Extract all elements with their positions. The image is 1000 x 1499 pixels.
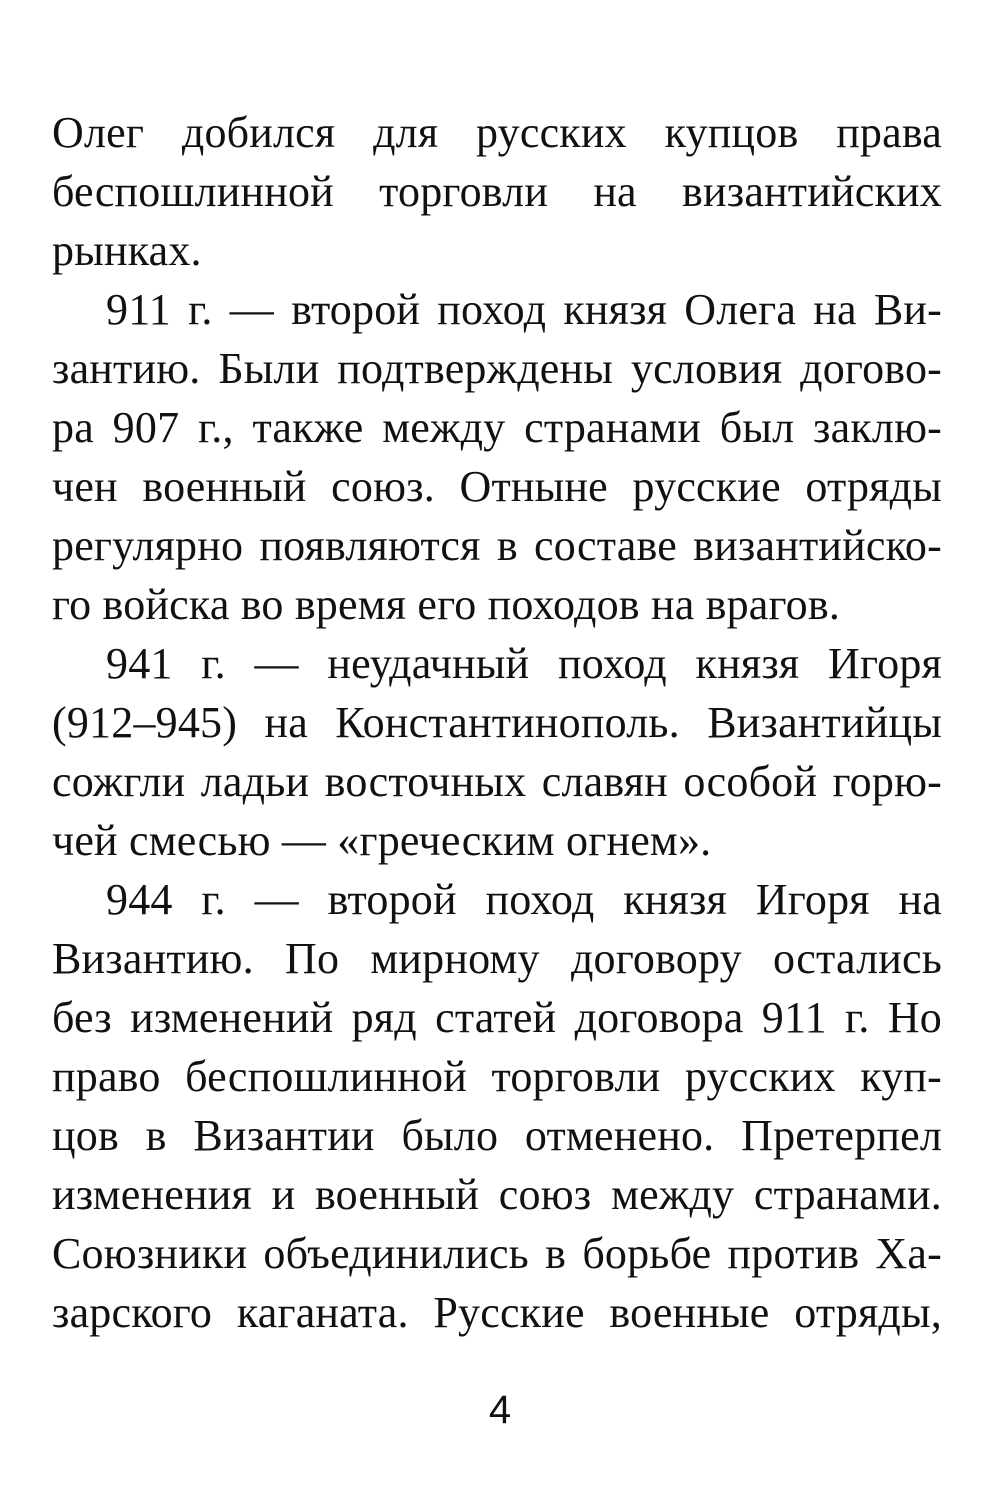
paragraph-2 xyxy=(52,280,942,634)
text-line: изменения и военный союз между странами. xyxy=(52,1170,942,1219)
paragraph-3 xyxy=(52,634,942,870)
text-line: цов в Византии было отменено. Претерпел xyxy=(52,1111,942,1160)
text-line: 911 г. — второй поход князя Олега на Ви- xyxy=(106,285,942,334)
text-line: зарского каганата. Русские военные отряды, xyxy=(52,1288,942,1337)
text-line: без изменений ряд статей договора 911 г. Но xyxy=(52,993,942,1042)
text-line: Олег добился для русских купцов права xyxy=(52,108,942,157)
text-line: право беспошлинной торговли русских куп- xyxy=(52,1052,942,1101)
text-line: беспошлинной торговли на византийских xyxy=(52,167,942,216)
paragraph-4 xyxy=(52,870,942,1342)
text-line: (912–945) на Константинополь. Византийцы xyxy=(52,698,942,747)
text-line: 941 г. — неудачный поход князя Игоря xyxy=(106,639,942,688)
paragraph-1 xyxy=(52,103,942,280)
text-line: рынках. xyxy=(52,226,202,275)
text-line: чей смесью — «греческим огнем». xyxy=(52,816,712,865)
text-line: ра 907 г., также между странами был заклю- xyxy=(52,403,942,452)
page-body xyxy=(52,103,942,1342)
text-line: регулярно появляются в составе византийско- xyxy=(52,521,942,570)
page-number: 4 xyxy=(488,1388,512,1432)
text-line: 944 г. — второй поход князя Игоря на xyxy=(106,875,942,924)
text-line: зантию. Были подтверждены условия догово- xyxy=(52,344,942,393)
text-line: го войска во время его походов на врагов. xyxy=(52,580,841,629)
text-line: Византию. По мирному договору остались xyxy=(52,934,942,983)
text-line: Союзники объединились в борьбе против Ха- xyxy=(52,1229,942,1278)
text-line: сожгли ладьи восточных славян особой горю- xyxy=(52,757,942,806)
text-line: чен военный союз. Отныне русские отряды xyxy=(52,462,942,511)
